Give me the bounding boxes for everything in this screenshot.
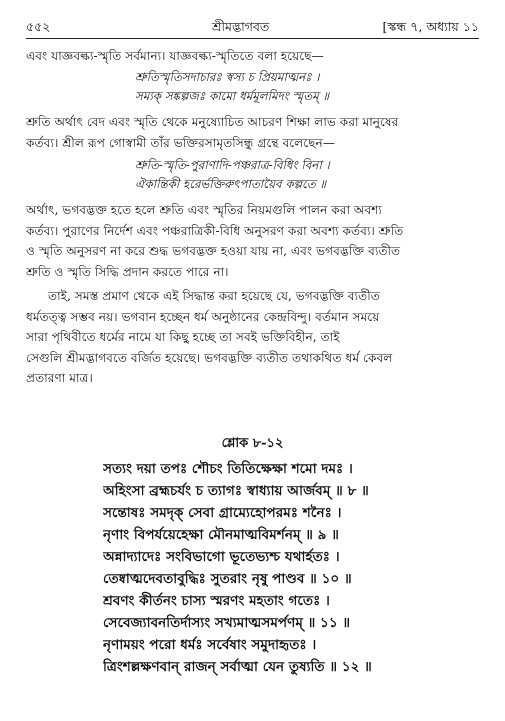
verse-line: সত্যং দয়া তপঃ শৌচং তিতিক্ষেক্ষা শমো দমঃ ।	[103, 461, 353, 477]
verse-line: সেবেজ্যাবনতির্দাস্যং সখ্যমাত্মসমর্পণম্‌ ॥ ১১ ॥	[103, 615, 351, 631]
verse-line: অহিংসা ব্রহ্মচর্যং চ ত্যাগঃ স্বাধ্যায় আর্জবম্‌ ॥ ৮ ॥	[103, 483, 369, 499]
text-line: কর্তব্য। পুরাণের নির্দেশ এবং পঞ্চরাত্রিকী-বিধি অনুসরণ করা অবশ্য কর্তব্য। শ্রুতি	[26, 223, 404, 238]
text-line: সেগুলি শ্রীমদ্ভাগবতে বর্জিত হয়েছে। ভগবদ্ভক্তি ব্যতীত তথাকথিত ধর্ম কেবল	[26, 350, 393, 365]
page-number: ৫৫২	[26, 19, 51, 34]
text-line: কর্তব্য। শ্রীল রূপ গোস্বামী তাঁর ভক্তিরসামৃতসিন্ধু গ্রন্থে বলেছেন—	[26, 135, 335, 150]
quote-line: শ্রুতি-স্মৃতি-পুরাণাদি-পঞ্চরাত্র-বিধিং বিনা ।	[135, 158, 330, 172]
quote-line: শ্রুতিস্মৃতিসদাচারঃ স্বস্য চ প্রিয়মাত্মনঃ ।	[135, 70, 320, 84]
quote-line: ঐকান্তিকী হরের্ভক্তিরুৎপাতায়ৈব কল্পতে ॥	[135, 177, 327, 191]
quote-bhakti-rasamrita	[135, 156, 475, 194]
text-line: ও স্মৃতি অনুসরণ না করে শুদ্ধ ভগবদ্ভক্ত হওয়া যায় না, এবং ভগবদ্ভক্তি ব্যতীত	[26, 244, 401, 258]
chapter-reference: [স্কন্ধ ৭, অধ্যায় ১১	[382, 19, 479, 34]
paragraph-2	[26, 200, 479, 282]
verse-line: শ্রবণং কীর্তনং চাস্য স্মরণং মহতাং গতেঃ ।	[103, 593, 330, 609]
paragraph-1	[26, 112, 479, 153]
paragraph-3	[26, 286, 479, 389]
intro-paragraph	[26, 46, 479, 67]
text-line: শ্রুতি ও স্মৃতি সিদ্ধি প্রদান করতে পারে না।	[26, 264, 229, 279]
text-line: অর্থাৎ, ভগবদ্ভক্ত হতে হলে শ্রুতি এবং স্মৃতির নিয়মগুলি পালন করা অবশ্য	[26, 203, 382, 217]
page-header	[26, 18, 479, 36]
header-rule	[26, 38, 479, 39]
text-line: সারা পৃথিবীতে ধর্মের নামে যা কিছু হচ্ছে তা সবই ভক্তিবিহীন, তাই	[26, 330, 340, 344]
sanskrit-verses	[103, 458, 488, 678]
verse-line: তেষ্বাত্মদেবতাবুদ্ধিঃ সুতরাং নৃষু পাণ্ডব ॥ ১০ ॥	[103, 571, 352, 587]
text-line: তাই, সমস্ত প্রমাণ থেকে এই সিদ্ধান্ত করা হয়েছে যে, ভগবদ্ভক্তি ব্যতীত	[48, 289, 380, 303]
text-line: এবং যাজ্ঞবল্ক্য-স্মৃতি সর্বমান্য। যাজ্ঞবল্ক্য-স্মৃতিতে বলা হয়েছে—	[26, 49, 324, 63]
text-line: শ্রুতি অর্থাৎ বেদ এবং স্মৃতি থেকে মনুষ্যোচিত আচরণ শিক্ষা লাভ করা মানুষের	[26, 115, 399, 129]
verse-line: নৃণাং বিপর্যয়েহেক্ষা মৌনমাত্মবিমর্শনম্‌ ॥ ৯ ॥	[103, 527, 339, 543]
quote-line: সম্যক্‌ সঙ্কল্পজঃ কামো ধর্মমূলমিদং স্মৃতম্‌ ॥	[135, 89, 330, 103]
verse-heading: শ্লোক ৮-১২	[221, 436, 284, 451]
verse-line: নৃণাময়ং পরো ধর্মঃ সর্বেষাং সমুদাহৃতঃ ।	[103, 637, 317, 653]
verse-line: ত্রিংশল্লক্ষণবান্‌ রাজন্‌ সর্বাত্মা যেন তুষ্যতি ॥ ১২ ॥	[103, 659, 372, 675]
verse-line: সন্তোষঃ সমদৃক্‌ সেবা গ্রাম্যেহোপরমঃ শনৈঃ ।	[103, 505, 342, 521]
quote-shruti-smriti	[135, 68, 475, 106]
text-line: প্রতারণা মাত্র।	[26, 371, 93, 385]
verse-line: অন্নাদ্যাদেঃ সংবিভাগো ভূতেভ্যশ্চ যথার্হতঃ ।	[103, 549, 340, 565]
book-title: শ্রীমদ্ভাগবত	[212, 19, 270, 34]
text-line: ধর্মতত্ত্ব সম্ভব নয়। ভগবান হচ্ছেন ধর্ম অনুষ্ঠানের কেন্দ্রবিন্দু। বর্তমান সময়ে	[26, 309, 380, 324]
